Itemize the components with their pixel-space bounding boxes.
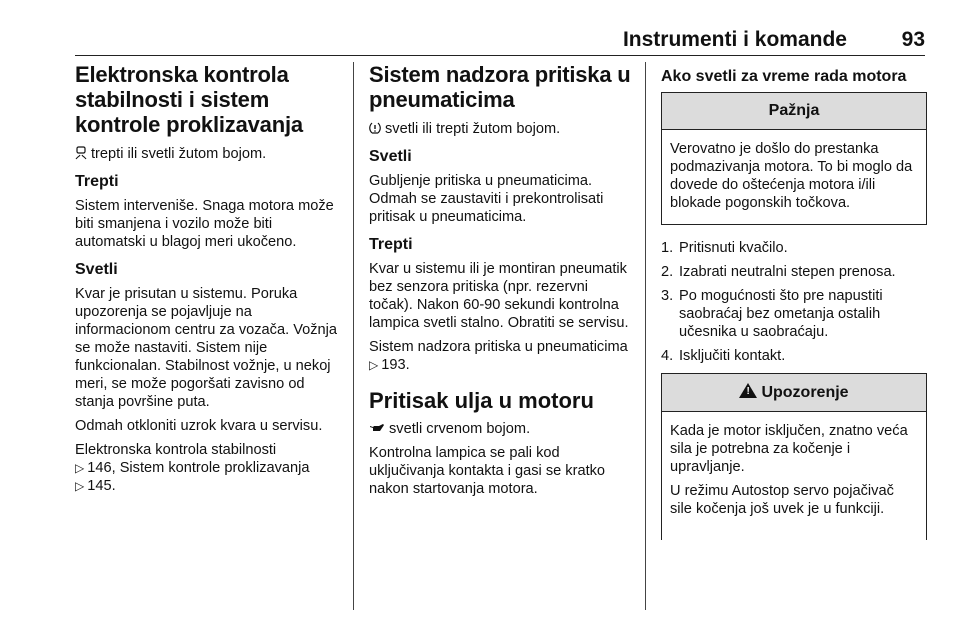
intro-text: svetli crvenom bojom. [369, 420, 633, 438]
column-middle [369, 62, 633, 504]
page-ref-link[interactable]: 146, Sistem kontrole proklizavanja [87, 460, 310, 476]
warning-title: Upozorenje [761, 384, 849, 401]
section-heading: Sistem nadzora pritiska u pneumaticima [369, 62, 631, 112]
page-number: 93 [901, 28, 925, 51]
list-item: 3. Po mogućnosti što pre napustiti saobraćaj bez ometanja ostalih učesnika u saobraćaju. [661, 288, 883, 340]
list-item: 4. Isključiti kontakt. [661, 348, 786, 364]
page-ref-icon: ▷ [75, 479, 85, 493]
oil-can-icon [369, 421, 385, 435]
section-heading: Elektronska kontrola stabilnosti i sistem kontrole proklizavanja [75, 62, 303, 137]
intro-text: trepti ili svetli žutom bojom. [75, 145, 343, 163]
page-ref-icon: ▷ [369, 358, 379, 372]
list-item: 1. Pritisnuti kvačilo. [661, 240, 788, 256]
paragraph: Kvar u sistemu ili je montiran pneumatik bez senzora pritiska (npr. rezervni točak). Nakon 60-90 sekundi kontrolna lampica svetli stalno. Obratiti se servisu. [369, 261, 629, 331]
paragraph: Sistem interveniše. Snaga motora može biti smanjena i vozilo može biti automatski u blagoj meri ukočeno. [75, 198, 334, 250]
subheading-svetli: Svetli [369, 148, 412, 165]
paragraph: Odmah otkloniti uzrok kvara u servisu. [75, 418, 323, 434]
notice-title: Pažnja [662, 93, 926, 130]
intro-text: svetli ili trepti žutom bojom. [369, 120, 633, 138]
page-ref-icon: ▷ [75, 461, 85, 475]
column-divider [353, 62, 354, 610]
warning-text: Kada je motor isključen, znatno veća sila je potrebna za kočenje i upravljanje. [670, 423, 908, 475]
esc-skid-icon [75, 146, 87, 160]
warning-box [661, 373, 927, 540]
steps-list [661, 239, 927, 365]
page-header [75, 28, 925, 54]
page-ref-link[interactable]: 145. [87, 478, 116, 494]
paragraph: Gubljenje pritiska u pneumaticima. Odmah se zaustaviti i prekontrolisati pritisak u pneumaticima. [369, 173, 604, 225]
header-divider [75, 55, 925, 56]
column-right [661, 62, 927, 540]
cross-reference-paragraph: Sistem nadzora pritiska u pneumaticima ▷ 193. [369, 339, 628, 373]
notice-text: Verovatno je došlo do prestanka podmazivanja motora. To bi moglo da dovede do oštećenja motora i/ili blokade pogonskih točkova. [670, 141, 913, 211]
column-left [75, 62, 343, 501]
page-ref-link[interactable]: 193. [381, 357, 410, 373]
column-divider [645, 62, 646, 610]
subheading-trepti: Trepti [369, 236, 413, 253]
page-header-title: Instrumenti i komande [622, 28, 847, 51]
paragraph: Kontrolna lampica se pali kod uključivanja kontakta i gasi se kratko nakon startovanja motora. [369, 445, 606, 497]
warning-text: U režimu Autostop servo pojačivač sile kočenja još uvek je u funkciji. [670, 483, 894, 517]
subheading-svetli: Svetli [75, 261, 118, 278]
cross-reference-paragraph: Elektronska kontrola stabilnosti ▷ 146, Sistem kontrole proklizavanja ▷ 145. [75, 442, 310, 494]
section-heading: Pritisak ulja u motoru [369, 388, 594, 413]
warning-triangle-icon: ! [739, 383, 757, 398]
warning-header [662, 374, 926, 412]
subheading-trepti: Trepti [75, 173, 119, 190]
tire-pressure-icon [369, 121, 381, 135]
list-item: 2. Izabrati neutralni stepen prenosa. [661, 264, 896, 280]
notice-box [661, 92, 927, 225]
section-heading: Ako svetli za vreme rada motora [661, 68, 907, 85]
paragraph: Kvar je prisutan u sistemu. Poruka upozorenja se pojavljuje na informacionom centru za vozača. Vožnja se može nastaviti. Sistem nije funkcionalan. Stabilnost vožnje, u nekoj meri, se može pogoršati zavisno od stanja površine puta. [75, 286, 338, 410]
